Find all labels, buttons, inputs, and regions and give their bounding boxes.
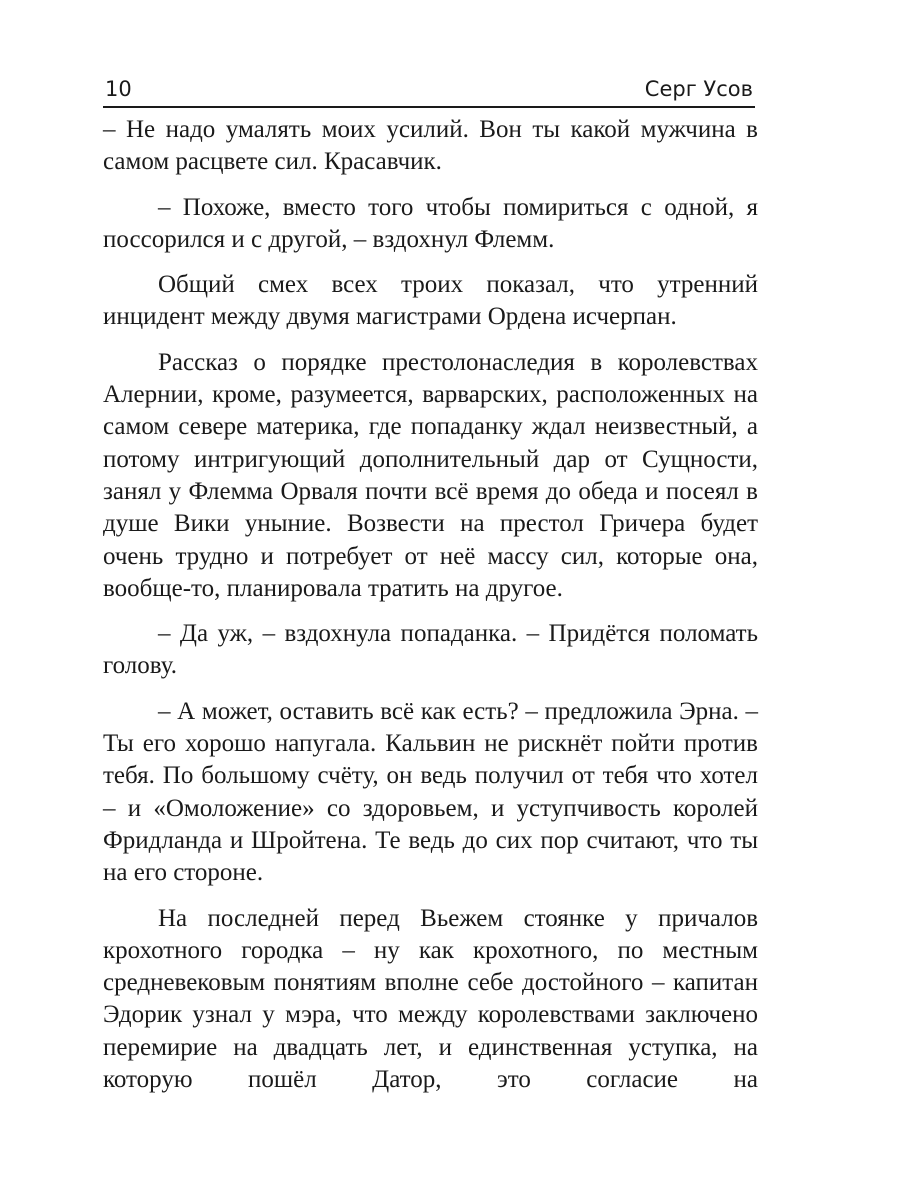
running-head [103,72,755,108]
body-text [103,114,758,1109]
paragraph: – А может, оставить всё как есть? – предложила Эрна. – Ты его хорошо напугала. Кальвин не рискнёт пойти против тебя. По большому счёту, он ведь получил от тебя что хотел – и «Омоложение» со здоровьем, и уступчивость королей Фридланда и Шройтена. Те ведь до сих пор считают, что ты на его стороне. [103,697,758,887]
paragraph: – Не надо умалять моих усилий. Вон ты какой мужчина в самом расцвете сил. Красавчик. [103,116,758,176]
paragraph: Общий смех всех троих показал, что утренний инцидент между двумя магистрами Ордена исчерпан. [103,271,758,331]
paragraph: – Да уж, – вздохнула попаданка. – Придётся поломать голову. [103,620,758,680]
paragraph: Рассказ о порядке престолонаследия в королевствах Алернии, кроме, разумеется, варварских, расположенных на самом севере материка, где попаданку ждал неизвестный, а потому интригующий дополнительный дар от Сущности, занял у Флемма Орваля почти всё время до обеда и посеял в душе Вики уныние. Возвести на престол Гричера будет очень трудно и потребует от неё массу сил, которые она, вообще-то, планировала тратить на другое. [103,348,758,602]
paragraph: На последней перед Вьежем стоянке у причалов крохотного городка – ну как крохотного, по местным средневековым понятиям вполне себе достойного – капитан Эдорик узнал у мэра, что между королевствами заключено перемирие на двадцать лет, и единственная уступка, на которую пошёл Датор, это согласие на [103,904,758,1094]
running-head-author: Серг Усов [644,77,753,101]
page-number: 10 [105,77,132,101]
paragraph: – Похоже, вместо того чтобы помириться с одной, я поссорился и с другой, – вздохнул Флемм. [103,193,758,253]
